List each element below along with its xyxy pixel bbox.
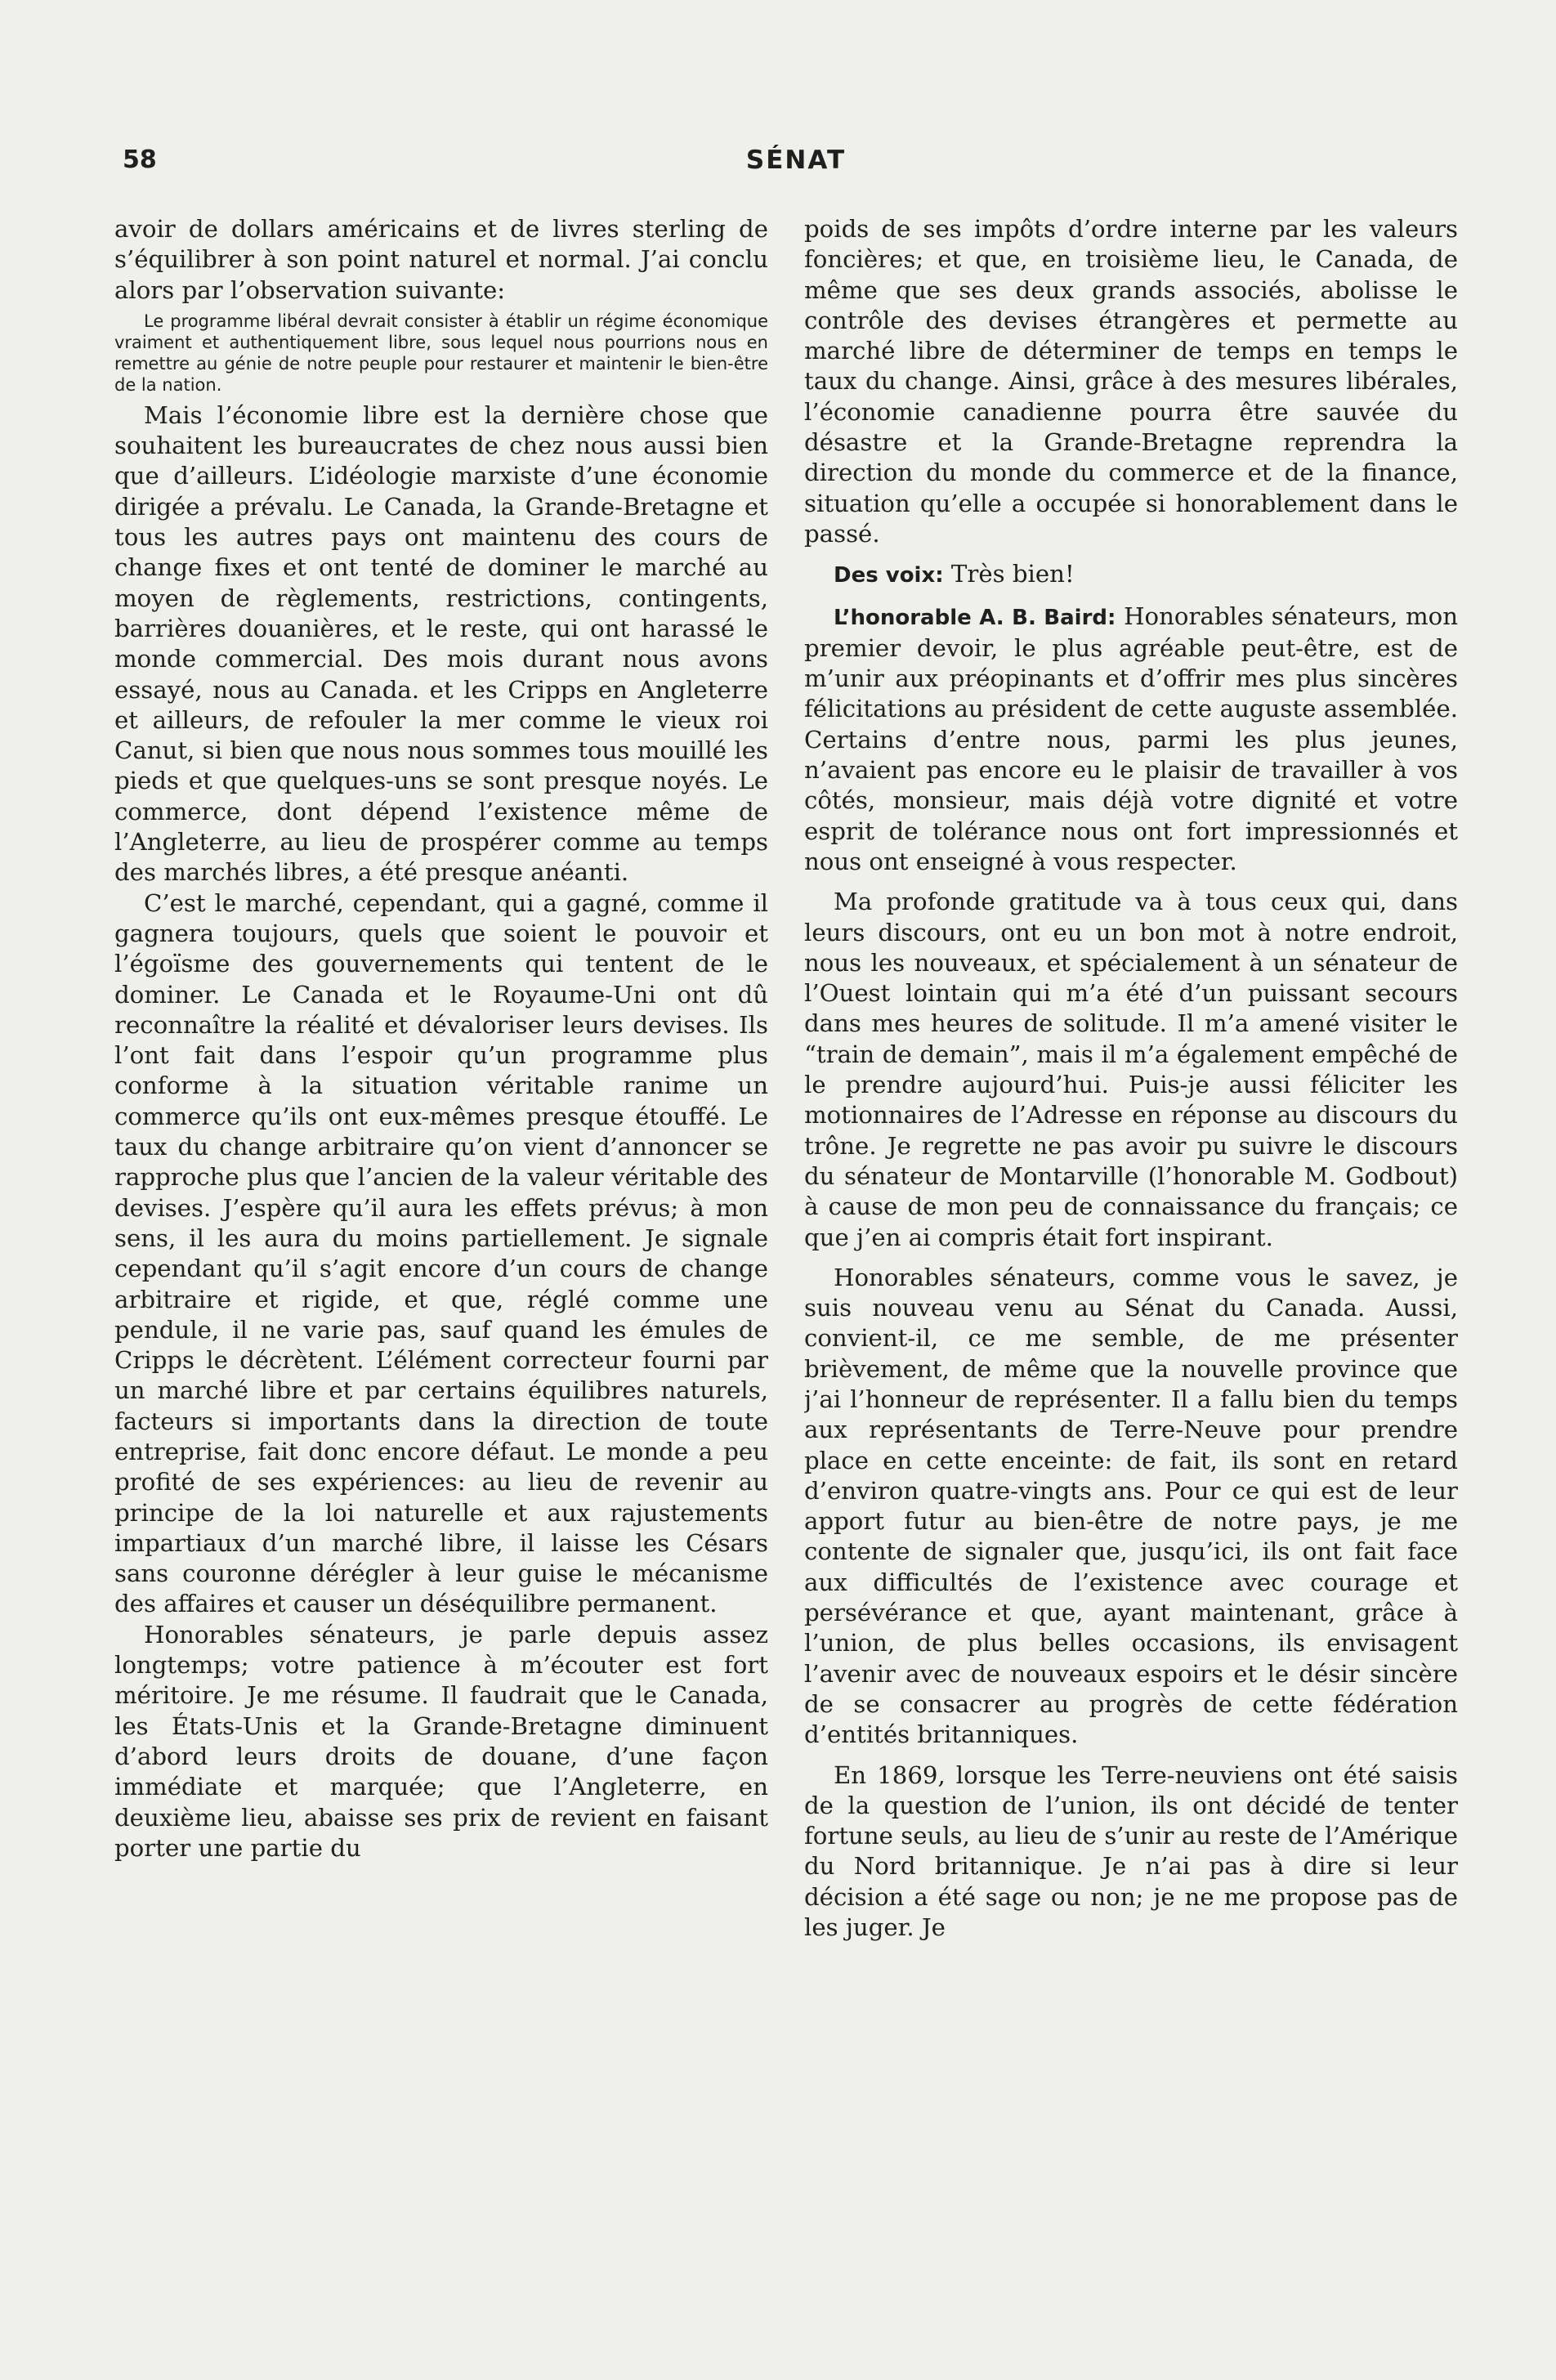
paragraph: Honorables sénateurs, comme vous le savez, je suis nouveau venu au Sénat du Canada. Aussi, convient-il, ce me semble, de me présenter brièvement, de même que la nouvelle province que j’ai l’honneur de représenter. Il a fallu bien du temps aux représentants de Terre-Neuve pour prendre place en cette enceinte: de fait, ils sont en retard d’environ quatre-vingts ans. Pour ce qui est de leur apport futur au bien-être de notre pays, je me contente de signaler que, jusqu’ici, ils ont fait face aux difficultés de l’existence avec courage et persévérance et que, ayant maintenant, grâce à l’union, de plus belles occasions, ils envisagent l’avenir avec de nouveaux espoirs et le désir sincère de se consacrer au progrès de cette fédération d’entités britanniques.: [804, 1263, 1458, 1749]
paragraph: Mais l’économie libre est la dernière chose que souhaitent les bureaucrates de chez nous aussi bien que d’ailleurs. L’idéologie marxiste d’une économie dirigée a prévalu. Le Canada, la Grande-Bretagne et tous les autres pays ont maintenu des cours de change fixes et ont tenté de dominer le marché au moyen de règlements, restrictions, contingents, barrières douanières, et le reste, qui ont harassé le monde commercial. Des mois durant nous avons essayé, nous au Canada. et les Cripps en Angleterre et ailleurs, de refouler la mer comme le vieux roi Canut, si bien que nous nous sommes tous mouillé les pieds et que quelques-uns se sont presque noyés. Le commerce, dont dépend l’existence même de l’Angleterre, au lieu de prospérer comme au temps des marchés libres, a été presque anéanti.: [114, 400, 768, 887]
speaker-name: L’honorable A. B. Baird:: [834, 605, 1116, 630]
remark-text: Honorables sénateurs, mon premier devoir, le plus agréable peut-être, est de m’unir aux préopinants et d’offrir mes plus sincères félicitations au président de cette auguste assemblée. Certains d’entre nous, parmi les plus jeunes, n’avaient pas encore eu le plaisir de travailler à vos côtés, monsieur, mais déjà votre dignité et votre esprit de tolérance nous ont fort impressionnés et nous ont enseigné à vous respecter.: [804, 602, 1458, 875]
paragraph: Honorables sénateurs, je parle depuis assez longtemps; votre patience à m’écouter est fort méritoire. Je me résume. Il faudrait que le Canada, les États-Unis et la Grande-Bretagne diminuent d’abord leurs droits de douane, d’une façon immédiate et marquée; que l’Angleterre, en deuxième lieu, abaisse ses prix de revient en faisant porter une partie du: [114, 1620, 768, 1862]
left-column: [114, 214, 768, 2176]
paragraph: Ma profonde gratitude va à tous ceux qui, dans leurs discours, ont eu un bon mot à notre endroit, nous les nouveaux, et spécialement à un sénateur de l’Ouest lointain qui m’a été d’un puissant secours dans mes heures de solitude. Il m’a amené visiter le “train de demain”, mais il m’a également empêché de le prendre aujourd’hui. Puis-je aussi féliciter les motionnaires de l’Adresse en réponse au discours du trône. Je regrette ne pas avoir pu suivre le discours du sénateur de Montarville (l’honorable M. Godbout) à cause de mon peu de connaissance du français; ce que j’en ai compris était fort inspirant.: [804, 888, 1458, 1251]
paragraph: C’est le marché, cependant, qui a gagné, comme il gagnera toujours, quels que soient le pouvoir et l’égoïsme des gouvernements qui tentent de le dominer. Le Canada et le Royaume-Uni ont dû reconnaître la réalité et dévaloriser leurs devises. Ils l’ont fait dans l’espoir qu’un programme plus conforme à la situation véritable ranime un commerce qu’ils ont eux-mêmes presque étouffé. Le taux du change arbitraire qu’on vient d’annoncer se rapproche plus que l’ancien de la valeur véritable des devises. J’espère qu’il aura les effets prévus; à mon sens, il les aura du moins partiellement. Je signale cependant qu’il s’agit encore d’un cours de change arbitraire et rigide, et que, réglé comme une pendule, il ne varie pas, sauf quand les émules de Cripps le décrètent. L’élément correcteur fourni par un marché libre et par certains équilibres naturels, facteurs si importants dans la direction de toute entreprise, fait donc encore défaut. Le monde a peu profité de ses expériences: au lieu de revenir au principe de la loi naturelle et aux rajustements impartiaux d’un marché libre, il laisse les Césars sans couronne dérégler à leur guise le mécanisme des affaires et causer un déséquilibre permanent.: [114, 888, 768, 1618]
page-number: 58: [123, 145, 157, 174]
speaker-remark: [804, 559, 1458, 591]
running-title: SÉNAT: [745, 145, 847, 175]
paragraph: avoir de dollars américains et de livres sterling de s’équilibrer à son point naturel et normal. J’ai conclu alors par l’observation suivante:: [114, 215, 768, 304]
speaker-remark: [804, 602, 1458, 878]
paragraph: poids de ses impôts d’ordre interne par les valeurs foncières; et que, en troisième lieu, le Canada, de même que ses deux grands associés, abolisse le contrôle des devises étrangères et permette au marché libre de déterminer de temps en temps le taux du change. Ainsi, grâce à des mesures libérales, l’économie canadienne pourra être sauvée du désastre et la Grande-Bretagne reprendra la direction du monde du commerce et de la finance, situation qu’elle a occupée si honorablement dans le passé.: [804, 215, 1458, 548]
paragraph: En 1869, lorsque les Terre-neuviens ont été saisis de la question de l’union, ils ont décidé de tenter fortune seuls, au lieu de s’unir au reste de l’Amérique du Nord britannique. Je n’ai pas à dire si leur décision a été sage ou non; je ne me propose pas de les juger. Je: [804, 1760, 1458, 1942]
speaker-name: Des voix:: [834, 563, 944, 588]
remark-text: Très bien!: [950, 560, 1075, 588]
block-quote: Le programme libéral devrait consister à établir un régime économique vraiment et authentiquement libre, sous lequel nous pourrions nous en remettre au génie de notre peuple pour restaurer et maintenir le bien-être de la nation.: [114, 311, 768, 395]
page-header: [123, 145, 1469, 183]
right-column: [804, 214, 1458, 2176]
